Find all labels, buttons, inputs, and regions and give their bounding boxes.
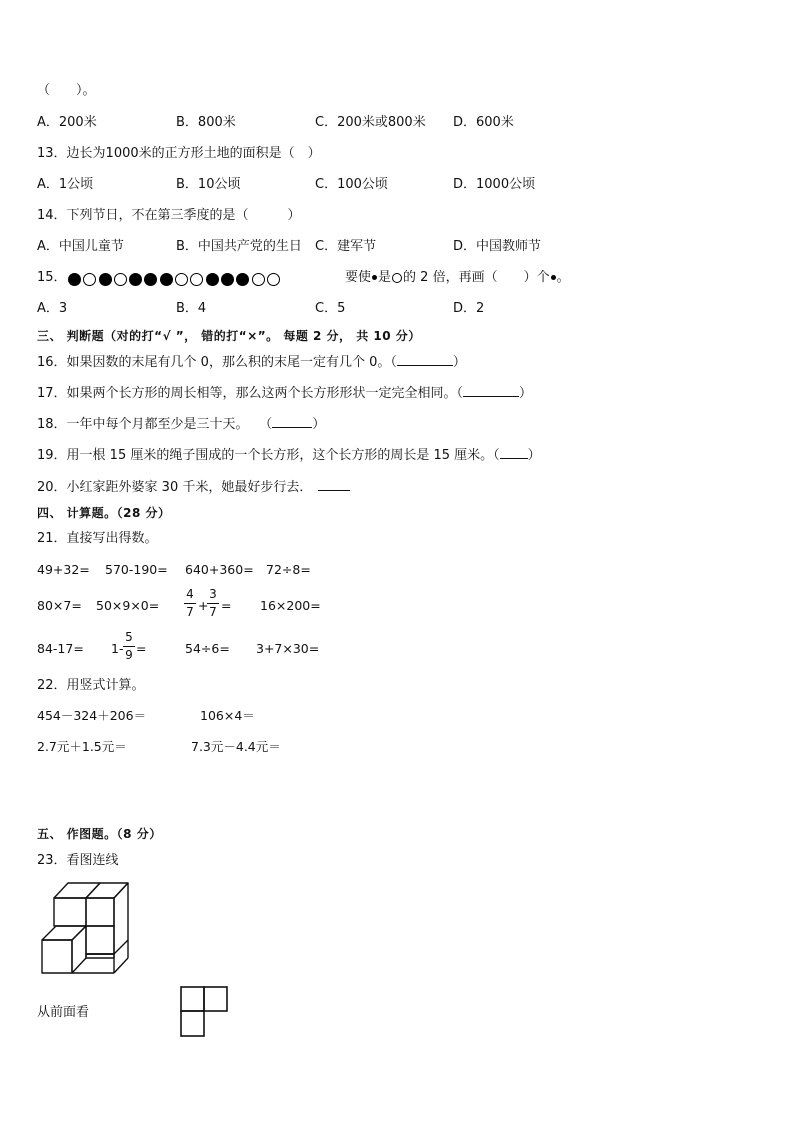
fraction-bar [207,603,219,604]
q15-option-c[interactable]: C．5 [315,301,346,316]
q15-text-d: 。 [556,270,570,285]
q15-number: 15． [37,270,67,285]
q15-text-a: 要使 [345,270,372,285]
section-5-title: 五、 作图题。（8 分） [37,827,162,841]
filled-dot-icon [206,273,219,286]
section-4-title: 四、 计算题。（28 分） [37,506,171,520]
filled-dot-icon [99,273,112,286]
q16 [37,353,466,372]
q17 [37,384,532,403]
calc-item: 72÷8= [266,562,311,577]
q19-text: 19．用一根 15 厘米的绳子围成的一个长方形，这个长方形的周长是 15 厘米。（ [37,448,500,463]
calc-item: 3+7×30= [256,641,320,656]
q18-text: 18．一年中每个月都至少是三十天。 （ [37,417,273,432]
q14-option-c[interactable]: C．建军节 [315,239,377,254]
q13-option-d[interactable]: D．1000公顷 [453,177,536,192]
q14-option-a[interactable]: A．中国儿童节 [37,239,124,254]
q15-text-c: 的 2 倍，再画（ ）个 [403,270,550,285]
front-view-shape[interactable] [180,986,230,1038]
vertical-calc-item: 106×4＝ [200,708,255,723]
q14-option-b[interactable]: B．中国共产党的生日 [176,239,302,254]
fraction-denominator: 7 [186,605,194,619]
plus-sign: + [198,598,209,613]
q13-option-a[interactable]: A．1公顷 [37,177,94,192]
filled-dot-icon [372,275,377,280]
q20-answer-blank[interactable] [318,478,350,491]
fraction-bar [123,646,135,647]
q13-option-b[interactable]: B．10公顷 [176,177,241,192]
equals-sign: = [221,598,232,613]
filled-dot-icon [129,273,142,286]
calc-item: 16×200= [260,598,321,613]
cube-stack-figure [38,878,134,978]
calc-item: 570-190= [105,562,168,577]
q15-option-a[interactable]: A．3 [37,301,68,316]
section-3-title: 三、 判断题（对的打“√ ”， 错的打“×”。 每题 2 分， 共 10 分） [37,329,421,343]
q15-text-b: 是 [378,270,392,285]
q18-answer-blank[interactable] [272,415,312,428]
hollow-circle-icon [175,273,188,286]
filled-dot-icon [551,275,556,280]
q14-text: 14．下列节日，不在第三季度的是（ ） [37,208,301,223]
q15-dot-pattern [68,269,282,288]
calc-item: 84-17= [37,641,84,656]
q23-text: 23．看图连线 [37,853,119,868]
q19-close: ） [527,448,541,463]
q17-text: 17．如果两个长方形的周长相等，那么这两个长方形形状一定完全相同。（ [37,386,464,401]
q18 [37,415,325,434]
calc-item: 49+32= [37,562,90,577]
hollow-circle-icon [252,273,265,286]
q19-answer-blank[interactable] [500,446,528,459]
hollow-circle-icon [392,273,402,283]
q17-answer-blank[interactable] [463,384,519,397]
q12-option-c[interactable]: C．200米或800米 [315,115,426,130]
hollow-circle-icon [190,273,203,286]
fraction-numerator: 3 [209,587,217,601]
q13-option-c[interactable]: C．100公顷 [315,177,388,192]
q12-option-d[interactable]: D．600米 [453,115,514,130]
fraction-bar [184,603,196,604]
q16-close: ） [452,355,466,370]
q16-answer-blank[interactable] [397,353,453,366]
q14-option-d[interactable]: D．中国教师节 [453,239,542,254]
vertical-calc-item: 454－324＋206＝ [37,708,147,723]
q17-close: ） [519,386,533,401]
q12-option-b[interactable]: B．800米 [176,115,236,130]
filled-dot-icon [221,273,234,286]
q15-instruction [345,269,570,287]
filled-dot-icon [236,273,249,286]
hollow-circle-icon [114,273,127,286]
q12-tail: （ ）。 [37,83,96,98]
fraction-denominator: 7 [209,605,217,619]
q16-text: 16．如果因数的末尾有几个 0，那么积的末尾一定有几个 0。（ [37,355,397,370]
whole-number: 1- [111,641,124,656]
filled-dot-icon [160,273,173,286]
view-label-front: 从前面看 [37,1005,90,1020]
calc-item: 640+360= [185,562,254,577]
q20 [37,478,350,497]
calc-item: 80×7= [37,598,82,613]
hollow-circle-icon [267,273,280,286]
q21-text: 21．直接写出得数。 [37,531,158,546]
q22-text: 22．用竖式计算。 [37,678,145,693]
filled-dot-icon [144,273,157,286]
q20-text: 20．小红家距外婆家 30 千米，她最好步行去． [37,480,313,495]
fraction-denominator: 9 [125,648,133,662]
calc-item: 50×9×0= [96,598,160,613]
vertical-calc-item: 7.3元－4.4元＝ [191,739,281,754]
q15-option-b[interactable]: B．4 [176,301,207,316]
vertical-calc-item: 2.7元＋1.5元＝ [37,739,127,754]
filled-dot-icon [68,273,81,286]
q19 [37,446,541,465]
q15-option-d[interactable]: D．2 [453,301,485,316]
q13-text: 13．边长为1000米的正方形土地的面积是（ ） [37,146,321,161]
calc-item: 54÷6= [185,641,230,656]
equals-sign: = [136,641,147,656]
fraction-numerator: 5 [125,630,133,644]
fraction-numerator: 4 [186,587,194,601]
q18-close: ） [312,417,326,432]
hollow-circle-icon [83,273,96,286]
q12-option-a[interactable]: A．200米 [37,115,97,130]
